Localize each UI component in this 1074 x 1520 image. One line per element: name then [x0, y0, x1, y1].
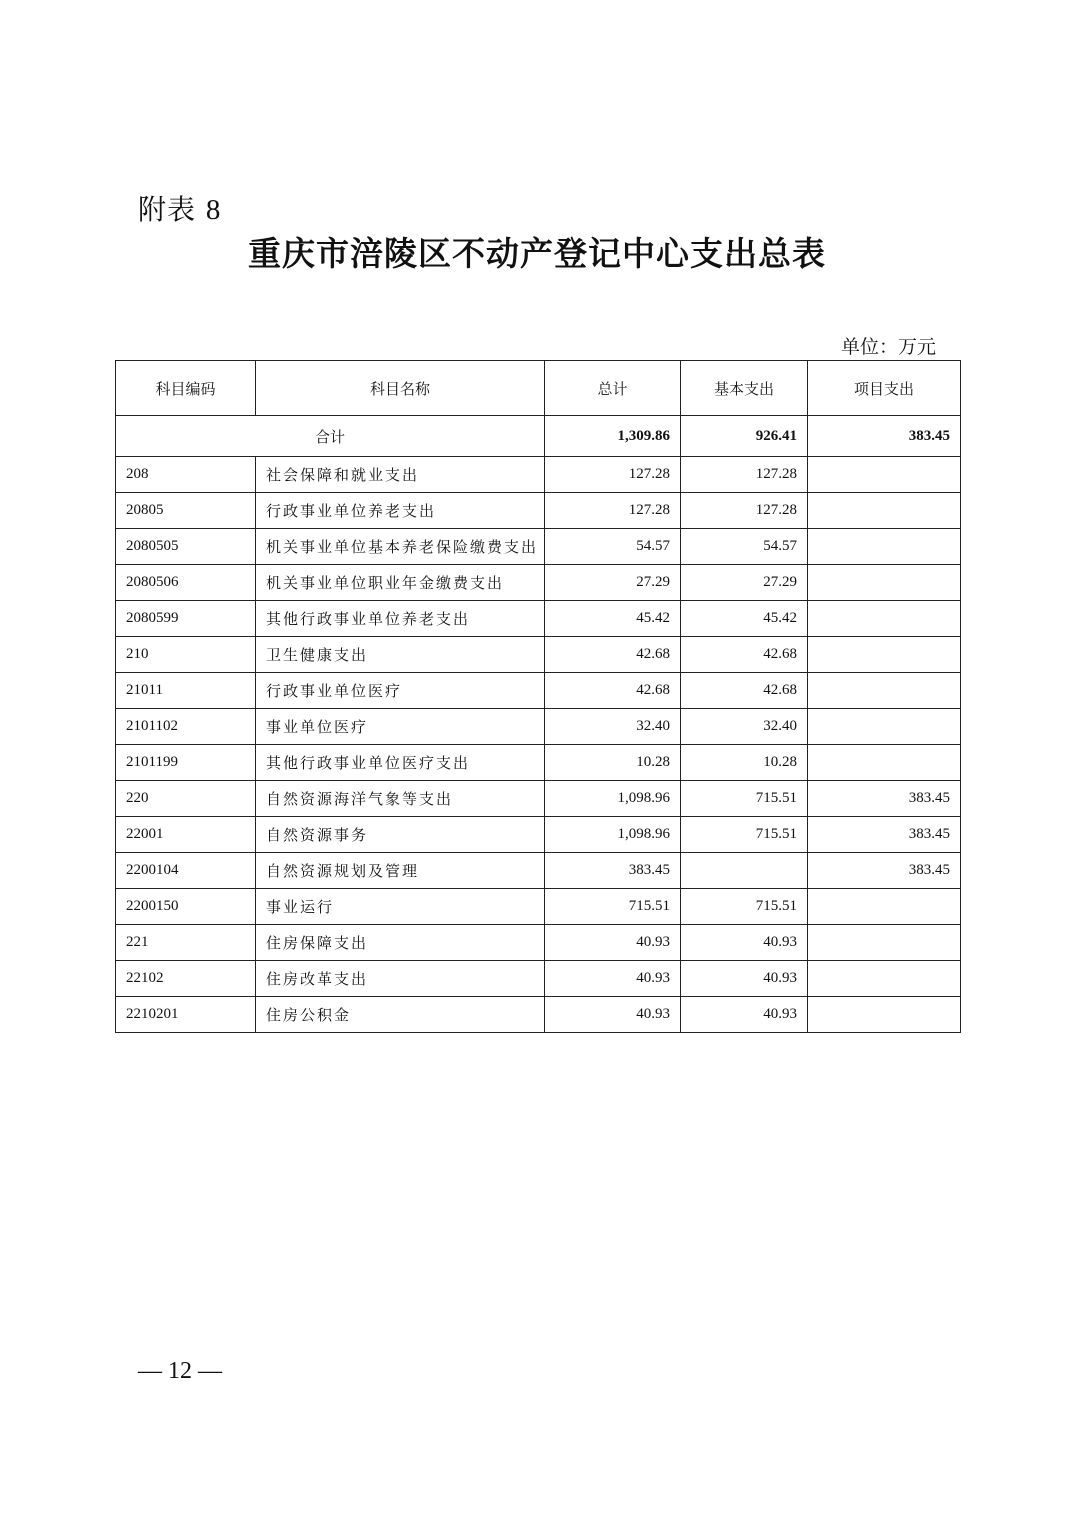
row-name: 事业单位医疗	[256, 709, 545, 745]
row-total: 383.45	[545, 853, 681, 889]
row-code: 22102	[116, 961, 256, 997]
table-row	[116, 493, 961, 529]
column-header-total: 总计	[545, 361, 681, 416]
row-basic: 40.93	[681, 925, 808, 961]
row-code: 2080506	[116, 565, 256, 601]
table-header-row	[116, 361, 961, 416]
row-name: 住房改革支出	[256, 961, 545, 997]
row-basic: 42.68	[681, 673, 808, 709]
total-sum: 1,309.86	[545, 416, 681, 457]
row-code: 220	[116, 781, 256, 817]
column-header-basic: 基本支出	[681, 361, 808, 416]
table-row	[116, 817, 961, 853]
row-total: 127.28	[545, 493, 681, 529]
row-name: 社会保障和就业支出	[256, 457, 545, 493]
row-basic: 715.51	[681, 817, 808, 853]
row-basic: 10.28	[681, 745, 808, 781]
page-number: — 12 —	[138, 1358, 222, 1384]
row-name: 自然资源海洋气象等支出	[256, 781, 545, 817]
row-name: 自然资源规划及管理	[256, 853, 545, 889]
row-total: 32.40	[545, 709, 681, 745]
table-row	[116, 637, 961, 673]
row-total: 40.93	[545, 925, 681, 961]
column-header-code: 科目编码	[116, 361, 256, 416]
row-basic: 715.51	[681, 889, 808, 925]
table-row	[116, 745, 961, 781]
row-code: 2080505	[116, 529, 256, 565]
row-code: 20805	[116, 493, 256, 529]
row-total: 40.93	[545, 997, 681, 1033]
table-row	[116, 997, 961, 1033]
appendix-number: 8	[205, 194, 222, 226]
table-row	[116, 529, 961, 565]
row-name: 行政事业单位医疗	[256, 673, 545, 709]
row-code: 2210201	[116, 997, 256, 1033]
row-name: 机关事业单位基本养老保险缴费支出	[256, 529, 545, 565]
table-row	[116, 781, 961, 817]
row-project	[808, 565, 961, 601]
table-row	[116, 457, 961, 493]
table-row	[116, 889, 961, 925]
row-project	[808, 601, 961, 637]
row-total: 27.29	[545, 565, 681, 601]
row-name: 事业运行	[256, 889, 545, 925]
row-code: 2200150	[116, 889, 256, 925]
row-code: 2101199	[116, 745, 256, 781]
row-project	[808, 529, 961, 565]
row-basic: 127.28	[681, 493, 808, 529]
table-row	[116, 565, 961, 601]
row-project	[808, 997, 961, 1033]
row-code: 210	[116, 637, 256, 673]
page-title: 重庆市涪陵区不动产登记中心支出总表	[248, 234, 826, 273]
total-basic: 926.41	[681, 416, 808, 457]
row-code: 21011	[116, 673, 256, 709]
table-row	[116, 709, 961, 745]
row-basic: 40.93	[681, 997, 808, 1033]
row-total: 42.68	[545, 673, 681, 709]
row-code: 2101102	[116, 709, 256, 745]
row-basic: 54.57	[681, 529, 808, 565]
row-total: 45.42	[545, 601, 681, 637]
row-project	[808, 673, 961, 709]
column-header-project: 项目支出	[808, 361, 961, 416]
row-code: 221	[116, 925, 256, 961]
appendix-label	[138, 188, 221, 228]
table-row	[116, 673, 961, 709]
row-project	[808, 709, 961, 745]
row-project	[808, 745, 961, 781]
appendix-prefix: 附表	[138, 193, 197, 226]
row-total: 1,098.96	[545, 781, 681, 817]
column-header-name: 科目名称	[256, 361, 545, 416]
row-total: 715.51	[545, 889, 681, 925]
row-project	[808, 637, 961, 673]
row-project	[808, 889, 961, 925]
table-row	[116, 601, 961, 637]
row-total: 127.28	[545, 457, 681, 493]
row-total: 42.68	[545, 637, 681, 673]
row-total: 10.28	[545, 745, 681, 781]
row-name: 行政事业单位养老支出	[256, 493, 545, 529]
row-code: 2080599	[116, 601, 256, 637]
row-code: 208	[116, 457, 256, 493]
row-project: 383.45	[808, 817, 961, 853]
table-row	[116, 961, 961, 997]
row-project	[808, 457, 961, 493]
row-basic: 42.68	[681, 637, 808, 673]
row-name: 卫生健康支出	[256, 637, 545, 673]
row-project: 383.45	[808, 853, 961, 889]
row-project	[808, 925, 961, 961]
table-row	[116, 925, 961, 961]
row-project: 383.45	[808, 781, 961, 817]
row-name: 自然资源事务	[256, 817, 545, 853]
row-basic: 45.42	[681, 601, 808, 637]
row-code: 22001	[116, 817, 256, 853]
row-name: 机关事业单位职业年金缴费支出	[256, 565, 545, 601]
row-total: 1,098.96	[545, 817, 681, 853]
row-basic: 127.28	[681, 457, 808, 493]
row-total: 54.57	[545, 529, 681, 565]
row-total: 40.93	[545, 961, 681, 997]
row-basic: 715.51	[681, 781, 808, 817]
row-name: 住房保障支出	[256, 925, 545, 961]
row-name: 其他行政事业单位医疗支出	[256, 745, 545, 781]
expense-summary-table	[115, 360, 961, 1033]
row-project	[808, 961, 961, 997]
row-basic: 32.40	[681, 709, 808, 745]
row-project	[808, 493, 961, 529]
row-code: 2200104	[116, 853, 256, 889]
table-row	[116, 853, 961, 889]
total-project: 383.45	[808, 416, 961, 457]
row-basic: 27.29	[681, 565, 808, 601]
row-name: 住房公积金	[256, 997, 545, 1033]
total-row	[116, 416, 961, 457]
row-name: 其他行政事业单位养老支出	[256, 601, 545, 637]
row-basic	[681, 853, 808, 889]
row-basic: 40.93	[681, 961, 808, 997]
total-label: 合计	[116, 416, 545, 457]
unit-label: 单位：万元	[840, 336, 936, 358]
